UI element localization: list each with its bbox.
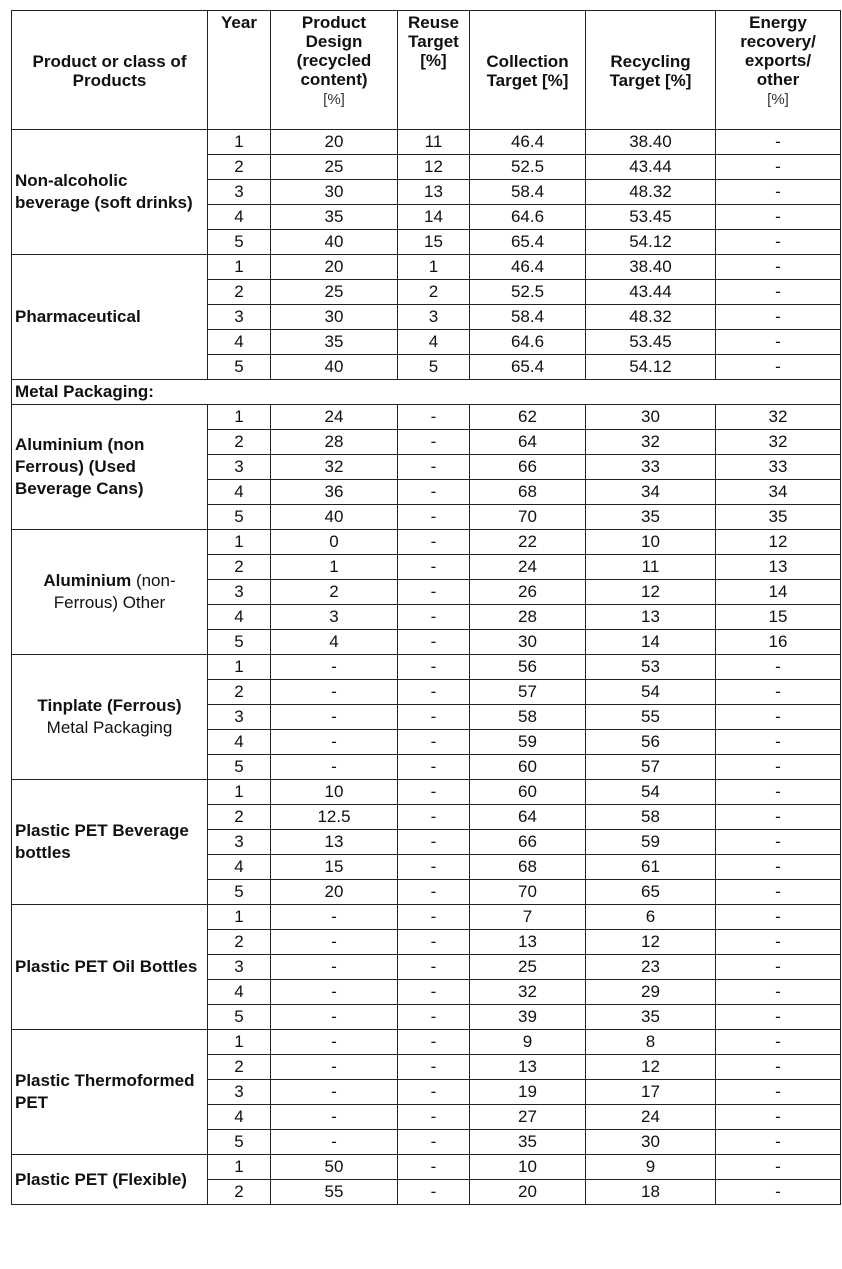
header-recycling: Recycling Target [%] [586,11,716,130]
cell-reuse: 15 [398,230,470,255]
cell-reuse: - [398,1155,470,1180]
section-row [12,380,841,405]
cell-collection: 62 [470,405,586,430]
cell-design: 40 [271,230,398,255]
cell-reuse: - [398,430,470,455]
cell-collection: 66 [470,455,586,480]
category-label-rest: (non- Ferrous) Other [53,571,176,612]
cell-collection: 30 [470,630,586,655]
cell-reuse: 1 [398,255,470,280]
cell-energy: 33 [716,455,841,480]
cell-reuse: - [398,805,470,830]
cell-year: 4 [208,205,271,230]
cell-recycling: 9 [586,1155,716,1180]
cell-collection: 70 [470,505,586,530]
cell-design: 30 [271,305,398,330]
cell-collection: 60 [470,755,586,780]
cell-reuse: - [398,930,470,955]
cell-collection: 28 [470,605,586,630]
cell-energy: - [716,155,841,180]
cell-collection: 58.4 [470,305,586,330]
cell-reuse: 2 [398,280,470,305]
cell-reuse: - [398,755,470,780]
header-design: Product Design (recycled content) [%] [271,11,398,130]
cell-recycling: 33 [586,455,716,480]
cell-design: 50 [271,1155,398,1180]
cell-recycling: 43.44 [586,155,716,180]
table-row [12,130,841,155]
cell-collection: 57 [470,680,586,705]
cell-reuse: - [398,730,470,755]
cell-year: 4 [208,1105,271,1130]
cell-collection: 13 [470,1055,586,1080]
cell-year: 2 [208,805,271,830]
cell-energy: - [716,955,841,980]
cell-energy: - [716,280,841,305]
cell-recycling: 11 [586,555,716,580]
category-label: Pharmaceutical [12,255,208,380]
cell-energy: - [716,1130,841,1155]
category-label-bold: Aluminium [43,571,132,590]
cell-design: 25 [271,280,398,305]
cell-recycling: 58 [586,805,716,830]
cell-recycling: 54 [586,680,716,705]
cell-collection: 13 [470,930,586,955]
cell-recycling: 54.12 [586,230,716,255]
cell-year: 1 [208,530,271,555]
cell-design: 28 [271,430,398,455]
cell-energy: - [716,705,841,730]
cell-reuse: - [398,630,470,655]
cell-collection: 58.4 [470,180,586,205]
cell-year: 2 [208,930,271,955]
cell-energy: - [716,680,841,705]
cell-year: 2 [208,555,271,580]
cell-recycling: 17 [586,1080,716,1105]
cell-year: 1 [208,655,271,680]
cell-collection: 68 [470,855,586,880]
cell-recycling: 6 [586,905,716,930]
cell-recycling: 8 [586,1030,716,1055]
cell-recycling: 54.12 [586,355,716,380]
cell-energy: - [716,1030,841,1055]
cell-design: 40 [271,355,398,380]
cell-reuse: 12 [398,155,470,180]
cell-collection: 26 [470,580,586,605]
cell-recycling: 29 [586,980,716,1005]
cell-year: 2 [208,155,271,180]
cell-reuse: - [398,1030,470,1055]
cell-reuse: - [398,580,470,605]
cell-year: 4 [208,855,271,880]
cell-energy: - [716,1155,841,1180]
cell-year: 5 [208,755,271,780]
cell-collection: 64.6 [470,330,586,355]
category-label [12,655,208,780]
cell-collection: 64.6 [470,205,586,230]
cell-collection: 10 [470,1155,586,1180]
cell-reuse: - [398,880,470,905]
cell-recycling: 24 [586,1105,716,1130]
cell-recycling: 13 [586,605,716,630]
cell-energy: - [716,855,841,880]
cell-recycling: 23 [586,955,716,980]
cell-design: - [271,1105,398,1130]
cell-year: 5 [208,630,271,655]
cell-reuse: - [398,530,470,555]
cell-year: 5 [208,230,271,255]
table-row [12,530,841,555]
cell-design: 40 [271,505,398,530]
cell-energy: - [716,805,841,830]
cell-collection: 52.5 [470,280,586,305]
table-row [12,405,841,430]
cell-reuse: - [398,955,470,980]
cell-collection: 25 [470,955,586,980]
cell-reuse: - [398,1005,470,1030]
cell-year: 5 [208,880,271,905]
cell-energy: - [716,255,841,280]
cell-energy: - [716,305,841,330]
cell-recycling: 48.32 [586,180,716,205]
cell-collection: 46.4 [470,255,586,280]
table-row [12,255,841,280]
cell-recycling: 43.44 [586,280,716,305]
table-row [12,655,841,680]
targets-table [11,10,841,1205]
cell-recycling: 56 [586,730,716,755]
table-body [12,130,841,1205]
cell-design: 20 [271,130,398,155]
cell-collection: 35 [470,1130,586,1155]
cell-design: 32 [271,455,398,480]
cell-recycling: 32 [586,430,716,455]
cell-collection: 52.5 [470,155,586,180]
header-row [12,11,841,130]
cell-reuse: 3 [398,305,470,330]
cell-year: 4 [208,330,271,355]
header-reuse: Reuse Target [%] [398,11,470,130]
cell-year: 4 [208,980,271,1005]
cell-design: 12.5 [271,805,398,830]
cell-year: 3 [208,305,271,330]
cell-energy: - [716,1080,841,1105]
cell-recycling: 35 [586,1005,716,1030]
cell-recycling: 34 [586,480,716,505]
cell-energy: - [716,130,841,155]
cell-design: - [271,1130,398,1155]
cell-year: 1 [208,780,271,805]
cell-recycling: 12 [586,1055,716,1080]
cell-energy: - [716,905,841,930]
cell-energy: - [716,355,841,380]
cell-year: 2 [208,680,271,705]
cell-reuse: - [398,830,470,855]
cell-year: 1 [208,1155,271,1180]
header-year: Year [208,11,271,130]
header-design-unit: [%] [323,91,345,108]
cell-year: 4 [208,480,271,505]
cell-reuse: 14 [398,205,470,230]
cell-collection: 65.4 [470,355,586,380]
cell-design: 30 [271,180,398,205]
cell-recycling: 48.32 [586,305,716,330]
cell-collection: 56 [470,655,586,680]
cell-collection: 7 [470,905,586,930]
cell-reuse: - [398,905,470,930]
cell-energy: 16 [716,630,841,655]
cell-reuse: - [398,405,470,430]
cell-collection: 20 [470,1180,586,1205]
cell-energy: - [716,980,841,1005]
cell-collection: 68 [470,480,586,505]
cell-design: - [271,955,398,980]
cell-reuse: - [398,1180,470,1205]
cell-collection: 66 [470,830,586,855]
cell-energy: - [716,830,841,855]
cell-energy: 32 [716,430,841,455]
cell-design: - [271,1055,398,1080]
cell-design: - [271,730,398,755]
cell-reuse: 11 [398,130,470,155]
cell-energy: - [716,1105,841,1130]
cell-design: - [271,1005,398,1030]
cell-recycling: 59 [586,830,716,855]
cell-energy: - [716,1055,841,1080]
cell-collection: 32 [470,980,586,1005]
cell-collection: 22 [470,530,586,555]
cell-reuse: - [398,680,470,705]
cell-energy: 13 [716,555,841,580]
cell-collection: 46.4 [470,130,586,155]
cell-year: 1 [208,905,271,930]
cell-reuse: 5 [398,355,470,380]
header-energy: Energy recovery/ exports/ other [%] [716,11,841,130]
cell-reuse: - [398,605,470,630]
cell-year: 3 [208,580,271,605]
category-label: Aluminium (non Ferrous) (Used Beverage Cans) [12,405,208,530]
cell-design: - [271,1080,398,1105]
cell-recycling: 12 [586,580,716,605]
cell-design: - [271,980,398,1005]
cell-design: - [271,680,398,705]
cell-energy: 15 [716,605,841,630]
cell-energy: 32 [716,405,841,430]
cell-year: 3 [208,955,271,980]
category-label-rest: Metal Packaging [46,718,173,737]
cell-design: 13 [271,830,398,855]
cell-design: 35 [271,330,398,355]
cell-energy: - [716,1005,841,1030]
cell-year: 5 [208,1130,271,1155]
cell-energy: 35 [716,505,841,530]
cell-design: 10 [271,780,398,805]
cell-collection: 58 [470,705,586,730]
cell-recycling: 38.40 [586,255,716,280]
cell-collection: 70 [470,880,586,905]
cell-recycling: 10 [586,530,716,555]
cell-reuse: - [398,855,470,880]
cell-design: - [271,705,398,730]
cell-recycling: 18 [586,1180,716,1205]
cell-design: - [271,930,398,955]
cell-recycling: 54 [586,780,716,805]
cell-design: - [271,1030,398,1055]
cell-design: - [271,755,398,780]
cell-recycling: 30 [586,405,716,430]
cell-year: 2 [208,1180,271,1205]
cell-recycling: 53.45 [586,205,716,230]
cell-collection: 27 [470,1105,586,1130]
cell-reuse: - [398,1105,470,1130]
cell-year: 3 [208,830,271,855]
cell-year: 3 [208,705,271,730]
category-label: Plastic PET (Flexible) [12,1155,208,1205]
cell-energy: - [716,930,841,955]
cell-recycling: 53.45 [586,330,716,355]
cell-recycling: 35 [586,505,716,530]
cell-collection: 64 [470,430,586,455]
cell-design: 36 [271,480,398,505]
cell-collection: 39 [470,1005,586,1030]
cell-year: 1 [208,130,271,155]
cell-recycling: 53 [586,655,716,680]
cell-design: 3 [271,605,398,630]
cell-energy: - [716,330,841,355]
header-collection: Collection Target [%] [470,11,586,130]
cell-reuse: - [398,455,470,480]
cell-collection: 24 [470,555,586,580]
cell-energy: - [716,230,841,255]
cell-energy: - [716,755,841,780]
cell-design: - [271,655,398,680]
cell-energy: - [716,1180,841,1205]
cell-year: 3 [208,1080,271,1105]
cell-energy: - [716,205,841,230]
cell-energy: - [716,180,841,205]
cell-year: 2 [208,430,271,455]
cell-recycling: 12 [586,930,716,955]
cell-energy: - [716,780,841,805]
cell-year: 4 [208,730,271,755]
cell-year: 5 [208,1005,271,1030]
cell-reuse: - [398,1130,470,1155]
cell-recycling: 65 [586,880,716,905]
cell-recycling: 38.40 [586,130,716,155]
cell-reuse: - [398,655,470,680]
cell-reuse: 4 [398,330,470,355]
cell-year: 3 [208,180,271,205]
cell-design: 35 [271,205,398,230]
cell-energy: - [716,655,841,680]
cell-reuse: - [398,505,470,530]
cell-design: 25 [271,155,398,180]
category-label [12,530,208,655]
cell-recycling: 30 [586,1130,716,1155]
cell-year: 1 [208,1030,271,1055]
cell-year: 1 [208,405,271,430]
cell-year: 3 [208,455,271,480]
cell-year: 4 [208,605,271,630]
cell-year: 5 [208,505,271,530]
cell-recycling: 55 [586,705,716,730]
header-energy-unit: [%] [767,91,789,108]
cell-recycling: 57 [586,755,716,780]
cell-recycling: 14 [586,630,716,655]
table-row [12,1030,841,1055]
table-row [12,1155,841,1180]
cell-year: 2 [208,1055,271,1080]
cell-energy: - [716,730,841,755]
cell-design: 1 [271,555,398,580]
cell-year: 5 [208,355,271,380]
cell-energy: 34 [716,480,841,505]
cell-design: 4 [271,630,398,655]
cell-reuse: - [398,1080,470,1105]
cell-year: 1 [208,255,271,280]
table-header [12,11,841,130]
cell-collection: 64 [470,805,586,830]
category-label: Plastic PET Oil Bottles [12,905,208,1030]
cell-recycling: 61 [586,855,716,880]
cell-reuse: - [398,780,470,805]
cell-design: 15 [271,855,398,880]
cell-reuse: - [398,555,470,580]
cell-design: 20 [271,255,398,280]
section-label: Metal Packaging: [12,380,841,405]
table-row [12,780,841,805]
cell-energy: 14 [716,580,841,605]
cell-energy: - [716,880,841,905]
cell-reuse: - [398,705,470,730]
cell-design: 55 [271,1180,398,1205]
table-row [12,905,841,930]
category-label-bold: Tinplate (Ferrous) [37,696,182,715]
category-label: Plastic Thermoformed PET [12,1030,208,1155]
cell-collection: 65.4 [470,230,586,255]
cell-collection: 9 [470,1030,586,1055]
cell-design: 2 [271,580,398,605]
cell-reuse: - [398,980,470,1005]
cell-design: - [271,905,398,930]
cell-design: 0 [271,530,398,555]
cell-collection: 59 [470,730,586,755]
cell-collection: 19 [470,1080,586,1105]
header-product: Product or class of Products [12,11,208,130]
cell-design: 24 [271,405,398,430]
cell-reuse: - [398,1055,470,1080]
cell-reuse: 13 [398,180,470,205]
cell-energy: 12 [716,530,841,555]
cell-collection: 60 [470,780,586,805]
category-label: Plastic PET Beverage bottles [12,780,208,905]
category-label: Non-alcoholic beverage (soft drinks) [12,130,208,255]
cell-reuse: - [398,480,470,505]
cell-design: 20 [271,880,398,905]
cell-year: 2 [208,280,271,305]
